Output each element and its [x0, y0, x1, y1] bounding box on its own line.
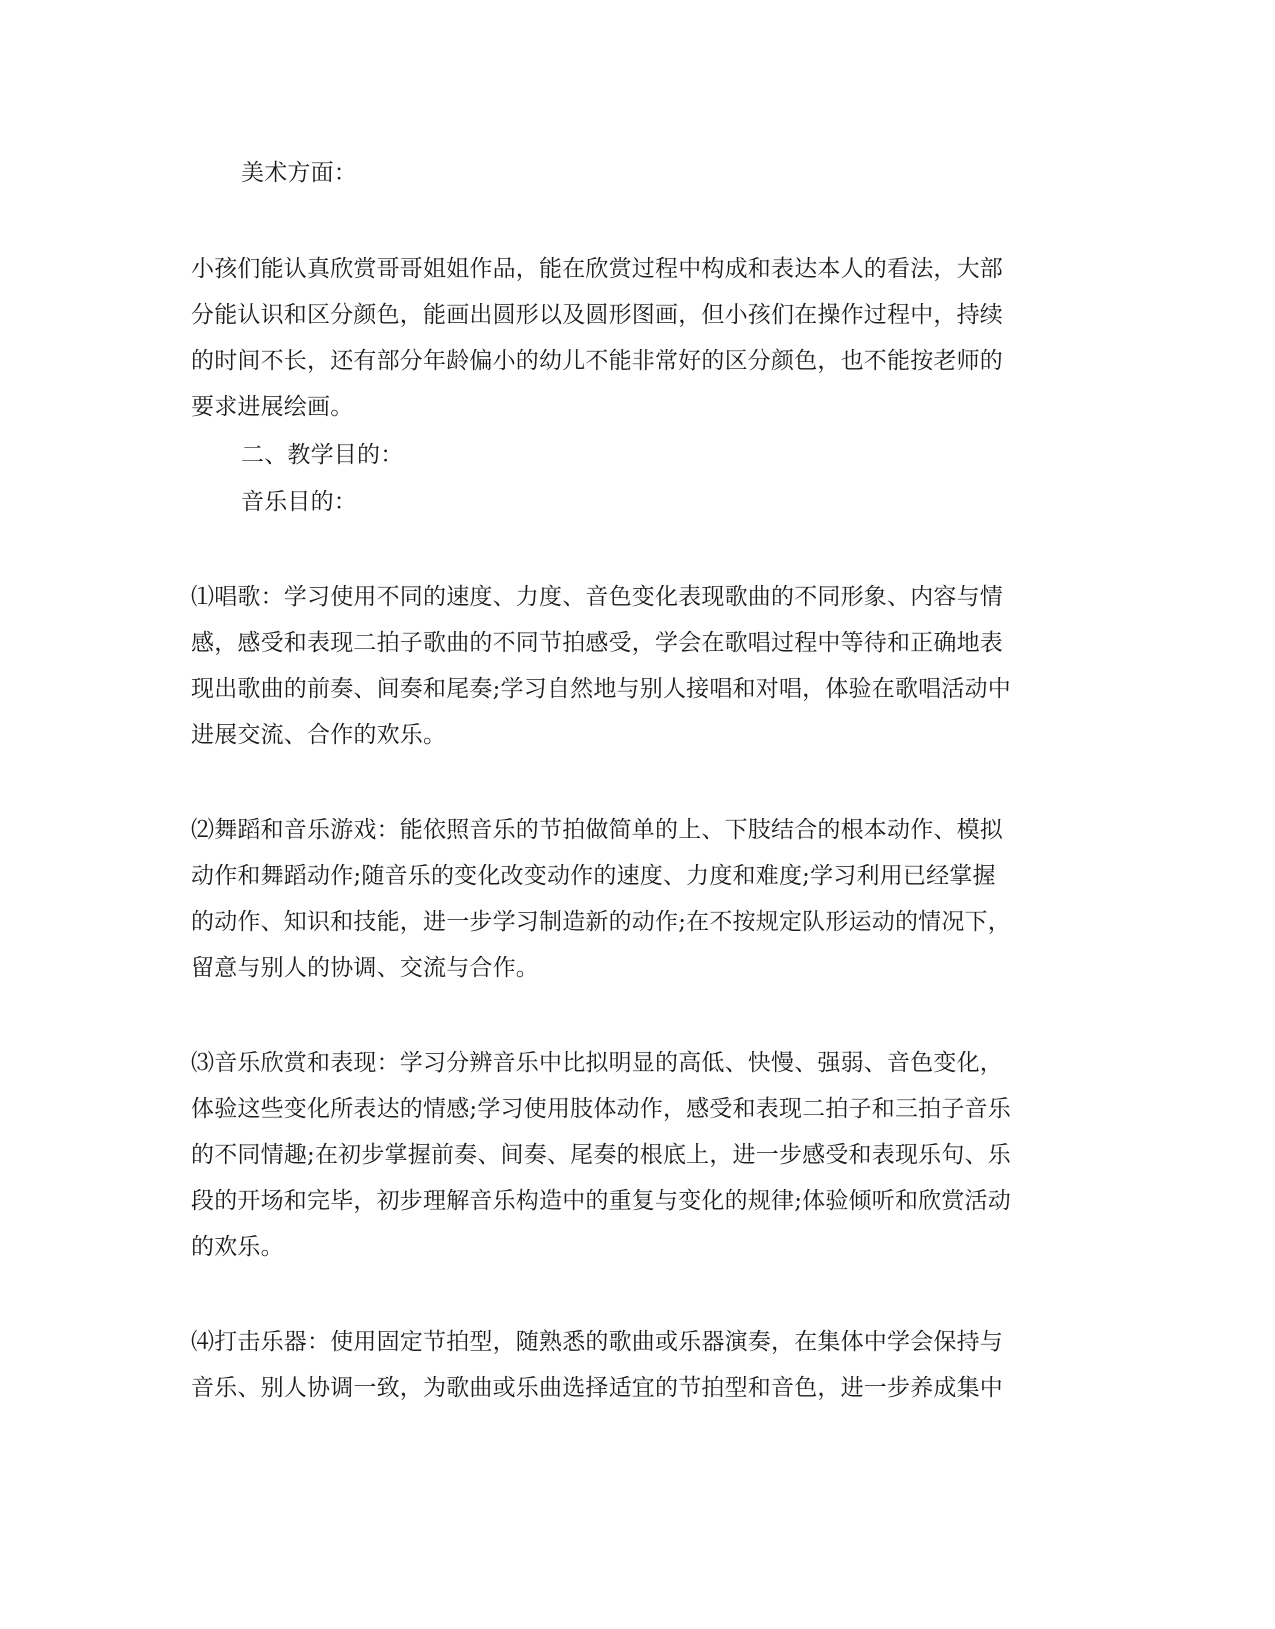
paragraph-line: ⑷打击乐器：使用固定节拍型，随熟悉的歌曲或乐器演奏，在集体中学会保持与 [191, 1329, 1003, 1355]
paragraph-line: ⑵舞蹈和音乐游戏：能依照音乐的节拍做简单的上、下肢结合的根本动作、模拟 [191, 817, 1003, 843]
paragraph-line: ⑴唱歌：学习使用不同的速度、力度、音色变化表现歌曲的不同形象、内容与情 [191, 584, 1003, 610]
paragraph-line: 段的开场和完毕，初步理解音乐构造中的重复与变化的规律;体验倾听和欣赏活动 [191, 1188, 1011, 1214]
paragraph-line: 感，感受和表现二拍子歌曲的不同节拍感受，学会在歌唱过程中等待和正确地表 [191, 630, 1003, 656]
music-heading: 音乐目的： [241, 489, 357, 515]
paragraph-line: 小孩们能认真欣赏哥哥姐姐作品，能在欣赏过程中构成和表达本人的看法，大部 [191, 256, 1003, 282]
paragraph-line: 动作和舞蹈动作;随音乐的变化改变动作的速度、力度和难度;学习利用已经掌握 [191, 863, 996, 889]
paragraph-line: 的动作、知识和技能，进一步学习制造新的动作;在不按规定队形运动的情况下， [191, 909, 1011, 935]
paragraph-line: 的时间不长，还有部分年龄偏小的幼儿不能非常好的区分颜色，也不能按老师的 [191, 348, 1003, 374]
paragraph-line: 进展交流、合作的欢乐。 [191, 722, 447, 748]
paragraph-line: 的欢乐。 [191, 1234, 284, 1260]
paragraph-line: 体验这些变化所表达的情感;学习使用肢体动作，感受和表现二拍子和三拍子音乐 [191, 1096, 1011, 1122]
paragraph-line: ⑶音乐欣赏和表现：学习分辨音乐中比拟明显的高低、快慢、强弱、音色变化， [191, 1050, 1003, 1076]
paragraph-line: 留意与别人的协调、交流与合作。 [191, 955, 539, 981]
art-heading: 美术方面： [241, 160, 357, 186]
paragraph-line: 现出歌曲的前奏、间奏和尾奏;学习自然地与别人接唱和对唱，体验在歌唱活动中 [191, 676, 1011, 702]
paragraph-line: 音乐、别人协调一致，为歌曲或乐曲选择适宜的节拍型和音色，进一步养成集中 [191, 1375, 1003, 1401]
paragraph-line: 分能认识和区分颜色，能画出圆形以及圆形图画，但小孩们在操作过程中，持续 [191, 302, 1003, 328]
paragraph-line: 要求进展绘画。 [191, 394, 354, 420]
paragraph-line: 的不同情趣;在初步掌握前奏、间奏、尾奏的根底上，进一步感受和表现乐句、乐 [191, 1142, 1011, 1168]
section-heading: 二、教学目的： [241, 442, 404, 468]
